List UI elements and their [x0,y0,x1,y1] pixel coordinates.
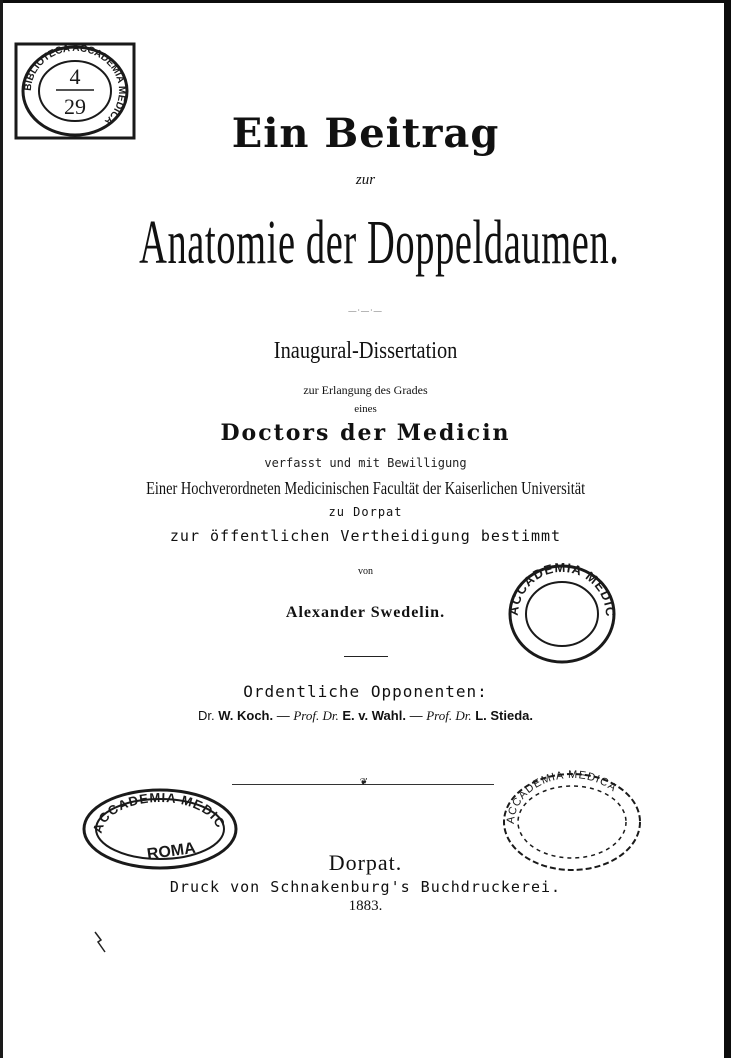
von-line: von [358,566,373,577]
defense-line: zur öffentlichen Vertheidigung bestimmt [169,527,562,545]
title-connector: zur [355,172,376,188]
stamp-ring-text: ACCADEMIA MEDICA [504,768,620,825]
opponent-separator: — [276,708,290,723]
stamp-ring-text: BIBLIOTECA ACCADEMIA MEDICA [22,42,128,127]
opponents-heading: Ordentliche Opponenten: [243,682,488,701]
stamp-city: ROMA [145,839,197,864]
rule-ornament-icon: ❦ [359,777,369,788]
small-ornament: —·—·— [348,306,383,315]
faculty-line: Einer Hochverordneten Medicinischen Facultät der Kaiserlichen Universität [146,478,586,498]
place-of-publication: Dorpat. [328,850,403,875]
stamp-number-top: 4 [69,64,81,89]
stamp-ring-text: ACCADEMIA MEDICA [74,774,229,835]
university-place-line: zu Dorpat [328,505,403,519]
academy-stamp-right [494,544,624,666]
author-name: Alexander Swedelin. [285,604,446,621]
opponent-3-prefix: Prof. Dr. [426,708,472,723]
opponent-1-prefix: Dr. [197,708,215,723]
verfasst-line: verfasst und mit Bewilligung [264,456,467,470]
svg-text:ACCADEMIA MEDICA [505,769,619,824]
opponent-separator: — [409,708,423,723]
eines-line: eines [354,403,377,415]
opponent-2-prefix: Prof. Dr. [293,708,339,723]
stamp-number-bottom: 29 [64,94,86,119]
ink-speck [92,930,108,954]
degree-title: Doctors der Medicin [220,420,511,446]
purpose-line: zur Erlangung des Grades [303,383,428,397]
svg-text:ACCADEMIA MEDICA [75,774,229,835]
publication-year: 1883. [348,898,383,914]
dissertation-type: Inaugural-Dissertation [273,338,458,364]
main-title: Anatomie der Doppeldaumen. [139,209,620,277]
stamp-ring-text: ACCADEMIA MEDICA [494,544,619,618]
scan-border-top [0,0,731,3]
opponents-list [0,708,731,724]
opponent-2-name: E. v. Wahl. [342,708,406,723]
opponent-1-name: W. Koch. [218,708,274,723]
title-line-1: Ein Beitrag [231,110,500,157]
printer-line: Druck von Schnakenburg's Buchdruckerei. [169,878,562,896]
opponent-3-name: L. Stieda. [475,708,534,723]
